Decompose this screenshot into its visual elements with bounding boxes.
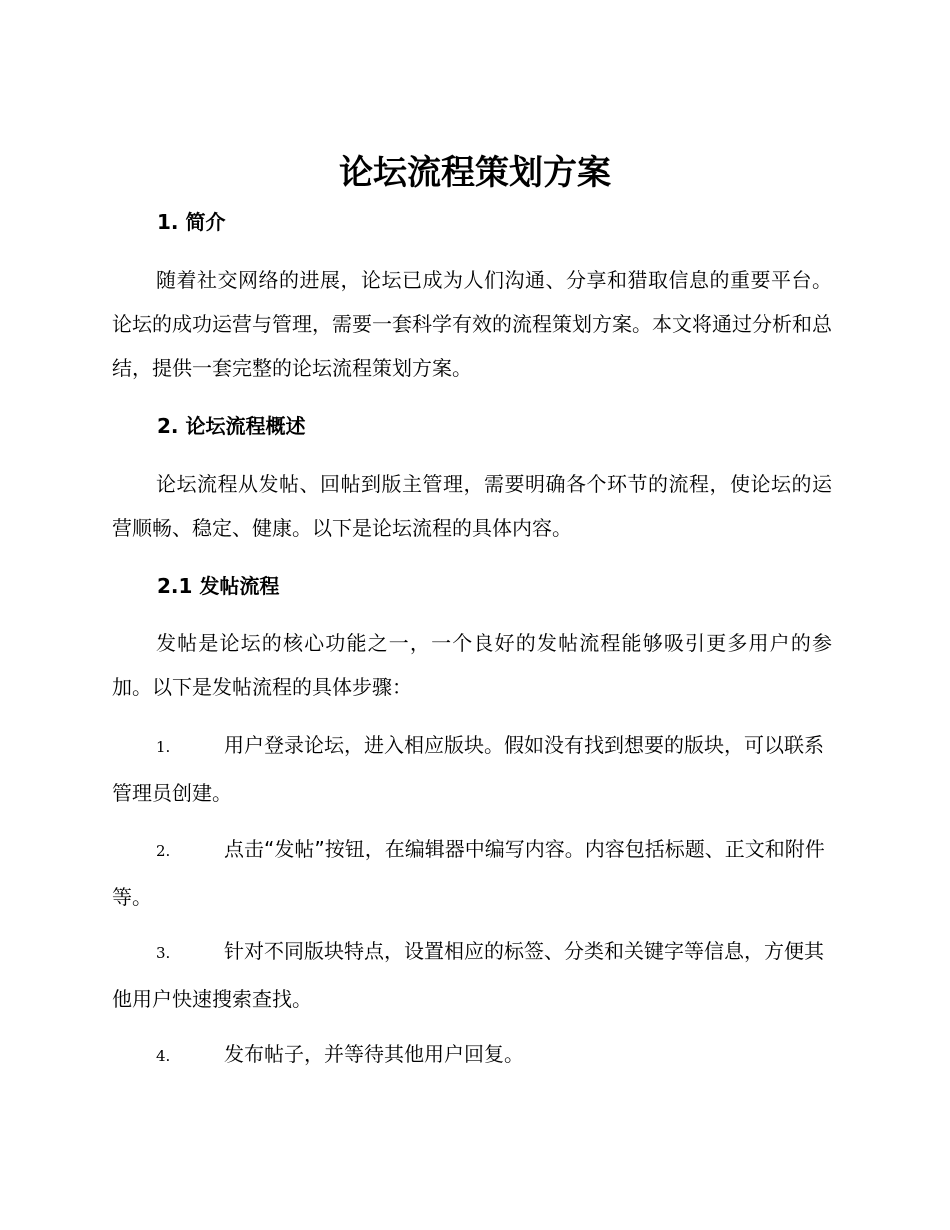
list-item-number: 1. — [156, 738, 171, 756]
list-item — [112, 1031, 832, 1079]
list-item-text: 发布帖子，并等待其他用户回复。 — [224, 1042, 524, 1066]
list-item-text: 针对不同版块特点，设置相应的标签、分类和关键字等信息，方便其他用户快速搜索查找。 — [112, 939, 824, 1011]
list-item-number: 3. — [156, 944, 171, 962]
section-paragraph-overview: 论坛流程从发帖、回帖到版主管理，需要明确各个环节的流程，使论坛的运营顺畅、稳定、健康。以下是论坛流程的具体内容。 — [112, 472, 832, 540]
section-heading-overview: 2. 论坛流程概述 — [157, 414, 306, 438]
list-item-number: 2. — [156, 842, 171, 860]
section-paragraph-intro: 随着社交网络的进展，论坛已成为人们沟通、分享和猎取信息的重要平台。论坛的成功运营与管理，需要一套科学有效的流程策划方案。本文将通过分析和总结，提供一套完整的论坛流程策划方案。 — [112, 268, 832, 380]
list-item — [112, 722, 832, 816]
list-item-text: 点击“发帖”按钮，在编辑器中编写内容。内容包括标题、正文和附件等。 — [112, 837, 825, 909]
document-title: 论坛流程策划方案 — [339, 153, 611, 193]
section-heading-intro: 1. 简介 — [157, 210, 226, 234]
section-paragraph-posting-flow: 发帖是论坛的核心功能之一，一个良好的发帖流程能够吸引更多用户的参加。以下是发帖流程的具体步骤： — [112, 631, 832, 699]
list-item-number: 4. — [156, 1047, 171, 1065]
section-heading-posting-flow: 2.1 发帖流程 — [157, 574, 280, 598]
list-item-text: 用户登录论坛，进入相应版块。假如没有找到想要的版块，可以联系管理员创建。 — [112, 733, 824, 805]
list-item — [112, 826, 832, 920]
list-item — [112, 928, 832, 1022]
